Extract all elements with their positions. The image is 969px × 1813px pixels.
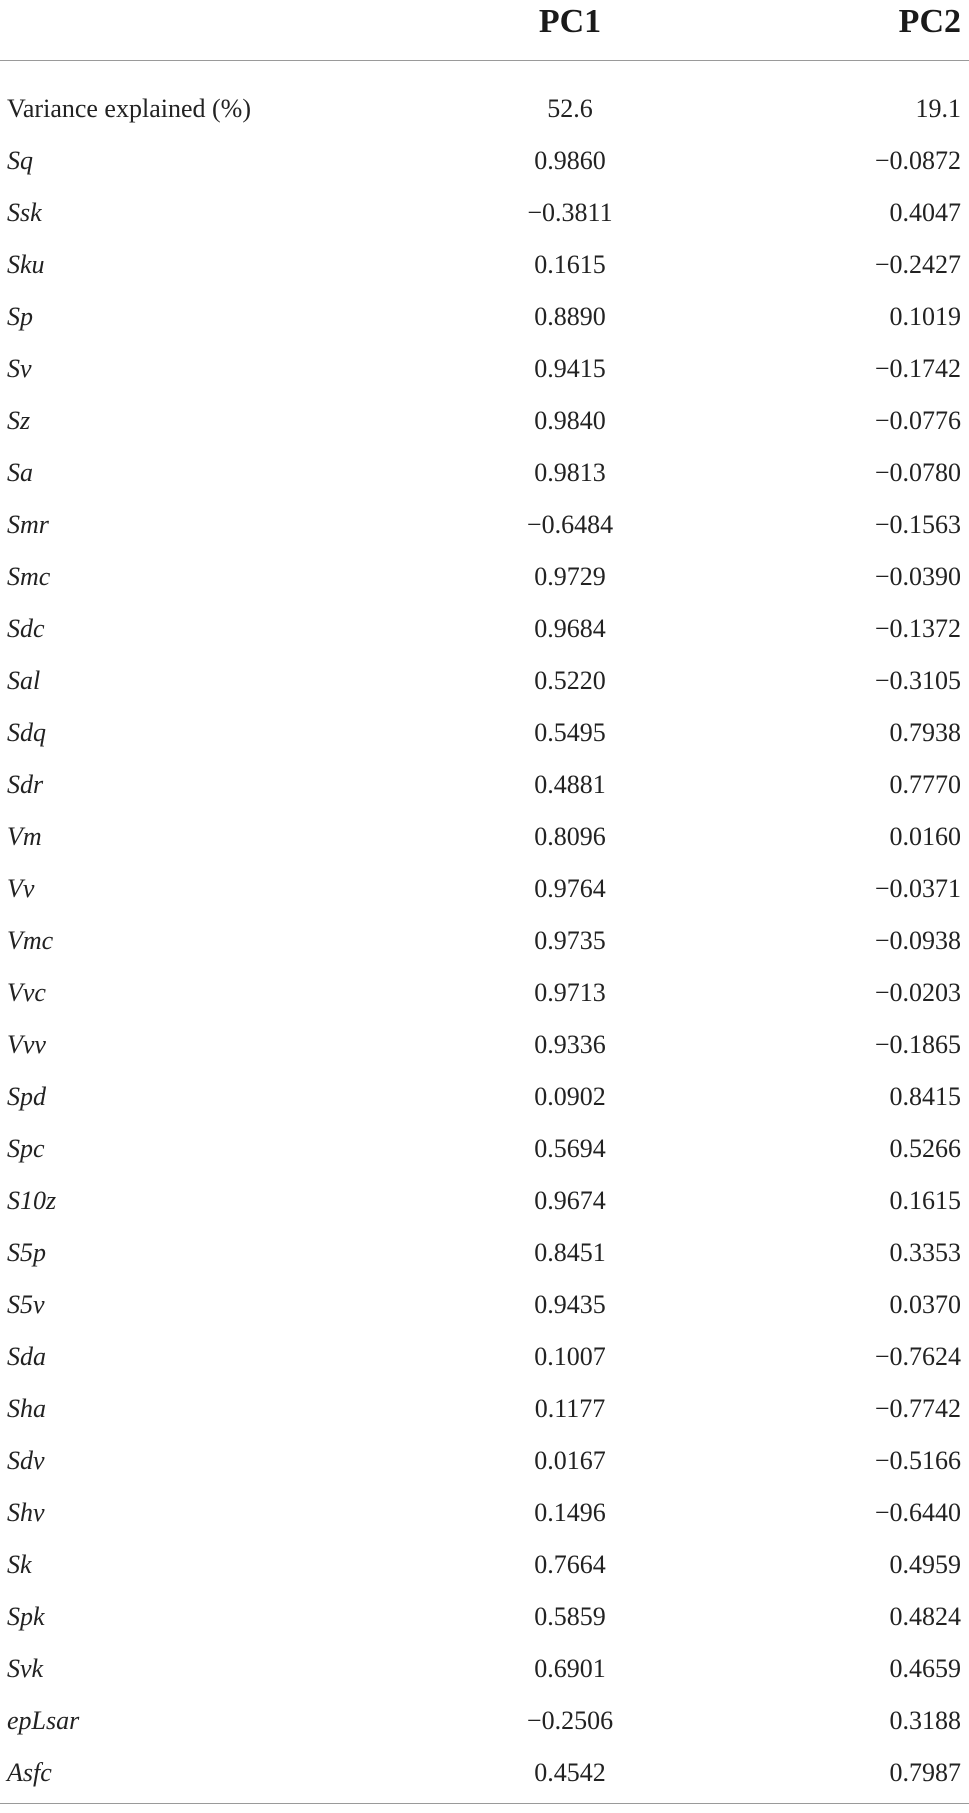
pc2-value: 0.7938 (889, 718, 961, 747)
row-label: Smc (7, 562, 51, 591)
row-label: Sdq (7, 718, 46, 747)
pc1-value: 0.9860 (534, 146, 606, 175)
pc2-value: −0.0776 (874, 406, 961, 435)
pc2-value: 0.8415 (889, 1082, 961, 1111)
table-row (0, 1643, 969, 1695)
pc1-value: 0.5859 (534, 1602, 606, 1631)
table-row (0, 1175, 969, 1227)
pc1-value: 0.9840 (534, 406, 606, 435)
row-label: Spk (7, 1602, 45, 1631)
pc2-value: −0.2427 (874, 250, 961, 279)
pc1-value: 0.1177 (534, 1394, 606, 1423)
pc2-value: −0.0938 (874, 926, 961, 955)
pc1-value: −0.3811 (527, 198, 613, 227)
pc2-value: 0.7770 (889, 770, 961, 799)
pc2-value: −0.1563 (874, 510, 961, 539)
table-row (0, 499, 969, 551)
pc2-value: 0.4959 (889, 1550, 961, 1579)
table-header (0, 0, 969, 61)
table-row (0, 1591, 969, 1643)
pc1-value: 0.5495 (534, 718, 606, 747)
row-label: Sk (7, 1550, 32, 1579)
pc2-value: 0.7987 (889, 1758, 961, 1787)
pc2-value: −0.1372 (874, 614, 961, 643)
row-label: Sa (7, 458, 33, 487)
table-row (0, 655, 969, 707)
pc2-value: 0.0370 (889, 1290, 961, 1319)
header-pc2: PC2 (898, 3, 961, 40)
table-row (0, 863, 969, 915)
row-label: S10z (7, 1186, 57, 1215)
row-label: Asfc (7, 1758, 52, 1787)
pc1-value: 0.0902 (534, 1082, 606, 1111)
table-row (0, 135, 969, 187)
table-row (0, 759, 969, 811)
pc1-value: 0.1007 (534, 1342, 606, 1371)
row-label: Sal (7, 666, 41, 695)
table-row (0, 811, 969, 863)
pc1-value: 0.8451 (534, 1238, 606, 1267)
table-row (0, 187, 969, 239)
row-label: Spc (7, 1134, 45, 1163)
pc2-value: −0.0390 (874, 562, 961, 591)
row-label: Vvv (7, 1030, 46, 1059)
pc1-value: 0.9684 (534, 614, 606, 643)
pc2-value: 0.1615 (889, 1186, 961, 1215)
row-label: Sdr (7, 770, 44, 799)
row-label: Smr (7, 510, 49, 539)
row-label: Sdc (7, 614, 45, 643)
pc2-value: 0.4659 (889, 1654, 961, 1683)
pc2-value: 0.3188 (889, 1706, 961, 1735)
row-label: Sz (7, 406, 31, 435)
pc2-value: 0.0160 (889, 822, 961, 851)
row-label: Shv (7, 1498, 45, 1527)
pc1-value: 0.9336 (534, 1030, 606, 1059)
row-label: Sda (7, 1342, 46, 1371)
table-row (0, 1227, 969, 1279)
pc1-value: 0.0167 (534, 1446, 606, 1475)
pc1-value: 0.7664 (534, 1550, 606, 1579)
pc2-value: −0.6440 (874, 1498, 961, 1527)
pc1-value: 0.4881 (534, 770, 606, 799)
row-label: Vm (7, 822, 42, 851)
table-row (0, 915, 969, 967)
table-row (0, 83, 969, 135)
table-row (0, 1071, 969, 1123)
table-row (0, 447, 969, 499)
pc1-value: 0.5694 (534, 1134, 606, 1163)
table-row (0, 1695, 969, 1747)
row-label: Sq (7, 146, 33, 175)
row-label: Sdv (7, 1446, 45, 1475)
pc2-value: −0.0872 (874, 146, 961, 175)
pc1-value: 0.9435 (534, 1290, 606, 1319)
pc1-value: 52.6 (547, 94, 593, 123)
table-row (0, 1383, 969, 1435)
row-label: Spd (7, 1082, 46, 1111)
pc1-value: 0.4542 (534, 1758, 606, 1787)
pc2-value: 0.4824 (889, 1602, 961, 1631)
row-label: Sha (7, 1394, 46, 1423)
row-label: Vvc (7, 978, 46, 1007)
table-row (0, 291, 969, 343)
row-label: Sp (7, 302, 33, 331)
row-label: Svk (7, 1654, 44, 1683)
table-row (0, 239, 969, 291)
table-body (0, 61, 969, 1799)
table-row (0, 1123, 969, 1175)
pc1-value: 0.9813 (534, 458, 606, 487)
row-label: S5p (7, 1238, 46, 1267)
row-label: Variance explained (%) (7, 94, 251, 123)
pc1-value: 0.1496 (534, 1498, 606, 1527)
pc1-value: 0.9713 (534, 978, 606, 1007)
pc1-value: 0.8890 (534, 302, 606, 331)
pc2-value: −0.0371 (874, 874, 961, 903)
table-row (0, 1747, 969, 1799)
pc2-value: −0.0780 (874, 458, 961, 487)
table-row (0, 1279, 969, 1331)
row-label: S5v (7, 1290, 45, 1319)
bottom-rule (0, 1803, 969, 1804)
pc2-value: 0.1019 (889, 302, 961, 331)
table-row (0, 551, 969, 603)
pc2-value: −0.5166 (874, 1446, 961, 1475)
pc1-value: 0.5220 (534, 666, 606, 695)
pc2-value: 0.5266 (889, 1134, 961, 1163)
pc1-value: 0.9729 (534, 562, 606, 591)
table-row (0, 1487, 969, 1539)
pc2-value: −0.1865 (874, 1030, 961, 1059)
pc2-value: 0.3353 (889, 1238, 961, 1267)
row-label: Vv (7, 874, 35, 903)
row-label: Sku (7, 250, 45, 279)
pc1-value: −0.2506 (526, 1706, 614, 1735)
pc2-value: 0.4047 (889, 198, 961, 227)
table-row (0, 1331, 969, 1383)
table-row (0, 967, 969, 1019)
table-row (0, 343, 969, 395)
pc1-value: 0.9415 (534, 354, 606, 383)
pc1-value: 0.1615 (534, 250, 606, 279)
pc2-value: −0.3105 (874, 666, 961, 695)
pc2-value: 19.1 (915, 94, 961, 123)
table-row (0, 707, 969, 759)
pc2-value: −0.0203 (874, 978, 961, 1007)
pc1-value: 0.8096 (534, 822, 606, 851)
table-row (0, 603, 969, 655)
row-label: Sv (7, 354, 32, 383)
pc1-value: 0.9735 (534, 926, 606, 955)
pc1-value: 0.6901 (534, 1654, 606, 1683)
header-label-cell (8, 0, 408, 60)
row-label: epLsar (7, 1706, 80, 1735)
pc1-value: 0.9674 (534, 1186, 606, 1215)
row-label: Ssk (7, 198, 42, 227)
header-pc1: PC1 (538, 3, 602, 40)
table-row (0, 395, 969, 447)
row-label: Vmc (7, 926, 54, 955)
pc1-value: −0.6484 (526, 510, 614, 539)
table-row (0, 1435, 969, 1487)
pc2-value: −0.7742 (874, 1394, 961, 1423)
pc2-value: −0.7624 (874, 1342, 961, 1371)
pc1-value: 0.9764 (534, 874, 606, 903)
pc2-value: −0.1742 (874, 354, 961, 383)
table-row (0, 1019, 969, 1071)
table-row (0, 1539, 969, 1591)
